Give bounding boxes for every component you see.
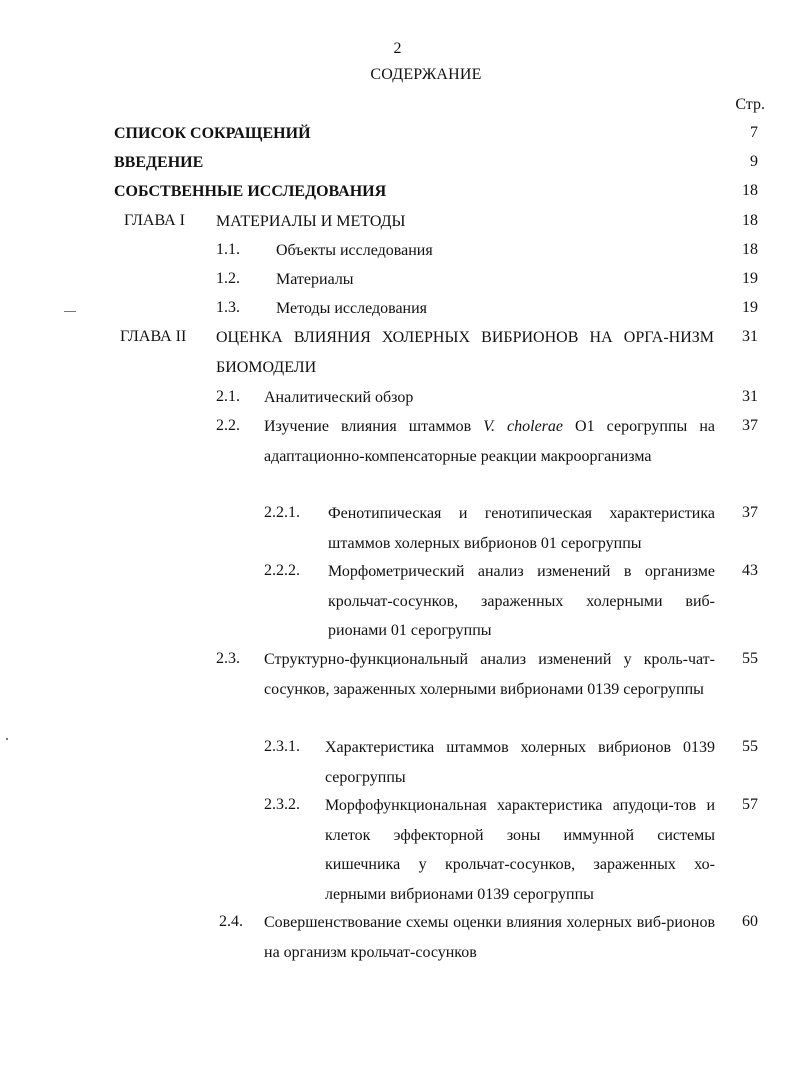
- entry-2-1-number: 2.1.: [216, 388, 240, 405]
- pages-column-header: Стр.: [735, 96, 765, 113]
- entry-2-3-2-text: Морфофункциональная характеристика апудоци-тов и клеток эффекторной зоны иммунной системы кишечника у крольчат-сосунков, зараженных хо-лерными вибрионами 0139 серогруппы: [325, 797, 715, 903]
- document-title: СОДЕРЖАНИЕ: [370, 66, 482, 83]
- entry-2-1-text: Аналитический обзор: [264, 389, 414, 406]
- toc-page-ref: 7: [750, 124, 758, 141]
- entry-2-2-text: [264, 412, 715, 471]
- entry-2-2-2-text: Морфометрический анализ изменений в организме крольчат-сосунков, зараженных холерными виб-рионами 01 серогруппы: [328, 563, 715, 639]
- species-name: V. cholerae: [483, 418, 563, 435]
- entry-2-2-text-b: О1 серогруппы на адаптационно-компенсаторные реакции макроорганизма: [264, 418, 716, 465]
- page-number: 2: [393, 40, 402, 57]
- toc-page-ref: 55: [742, 738, 758, 755]
- toc-section-introduction: ВВЕДЕНИЕ: [114, 154, 204, 171]
- toc-page-ref: 9: [750, 153, 758, 170]
- entry-1-2-number: 1.2.: [216, 270, 240, 287]
- entry-2-2-1-number: 2.2.1.: [264, 504, 300, 521]
- entry-1-1-number: 1.1.: [216, 241, 240, 258]
- scan-mark: [6, 738, 8, 740]
- toc-page-ref: 19: [742, 299, 758, 316]
- entry-2-3-text: Структурно-функциональный анализ изменений у кроль-чат-сосунков, зараженных холерными вибрионами 0139 серогруппы: [264, 651, 715, 698]
- chapter-2-title: ОЦЕНКА ВЛИЯНИЯ ХОЛЕРНЫХ ВИБРИОНОВ НА ОРГА-НИЗМ БИОМОДЕЛИ: [216, 329, 714, 376]
- entry-2-3-1-text: Характеристика штаммов холерных вибрионов 0139 серогруппы: [325, 739, 715, 786]
- entry-1-3-number: 1.3.: [216, 299, 240, 316]
- toc-page-ref: 55: [742, 650, 758, 667]
- entry-2-4-number: 2.4.: [219, 913, 243, 930]
- toc-page-ref: 18: [742, 241, 758, 258]
- scan-mark: [64, 311, 76, 312]
- entry-2-3-1-number: 2.3.1.: [264, 738, 300, 755]
- chapter-1-title: МАТЕРИАЛЫ И МЕТОДЫ: [216, 213, 406, 230]
- toc-page-ref: 37: [742, 417, 758, 434]
- toc-page-ref: 37: [742, 504, 758, 521]
- toc-page-ref: 31: [742, 388, 758, 405]
- toc-section-own-research: СОБСТВЕННЫЕ ИССЛЕДОВАНИЯ: [114, 183, 387, 200]
- entry-2-4-text: Совершенствование схемы оценки влияния холерных виб-рионов на организм крольчат-сосунков: [264, 914, 715, 961]
- chapter-2-number: ГЛАВА II: [120, 328, 187, 345]
- toc-page-ref: 31: [742, 328, 758, 345]
- entry-1-2-text: Материалы: [276, 271, 354, 288]
- entry-2-2-2-number: 2.2.2.: [264, 562, 300, 579]
- toc-page-ref: 18: [742, 212, 758, 229]
- toc-page-ref: 19: [742, 270, 758, 287]
- entry-2-3-number: 2.3.: [216, 650, 240, 667]
- toc-section-abbreviations: СПИСОК СОКРАЩЕНИЙ: [114, 125, 311, 142]
- entry-1-1-text: Объекты исследования: [276, 242, 433, 259]
- toc-page-ref: 43: [742, 562, 758, 579]
- toc-page-ref: 60: [742, 913, 758, 930]
- entry-2-3-2-number: 2.3.2.: [264, 796, 300, 813]
- toc-page-ref: 18: [742, 182, 758, 199]
- toc-page-ref: 57: [742, 796, 758, 813]
- entry-2-2-text-a: Изучение влияния штаммов: [264, 418, 484, 435]
- entry-1-3-text: Методы исследования: [276, 300, 428, 317]
- entry-2-2-1-text: Фенотипическая и генотипическая характеристика штаммов холерных вибрионов 01 серогруппы: [328, 505, 715, 552]
- chapter-1-number: ГЛАВА I: [124, 212, 185, 229]
- entry-2-2-number: 2.2.: [216, 417, 240, 434]
